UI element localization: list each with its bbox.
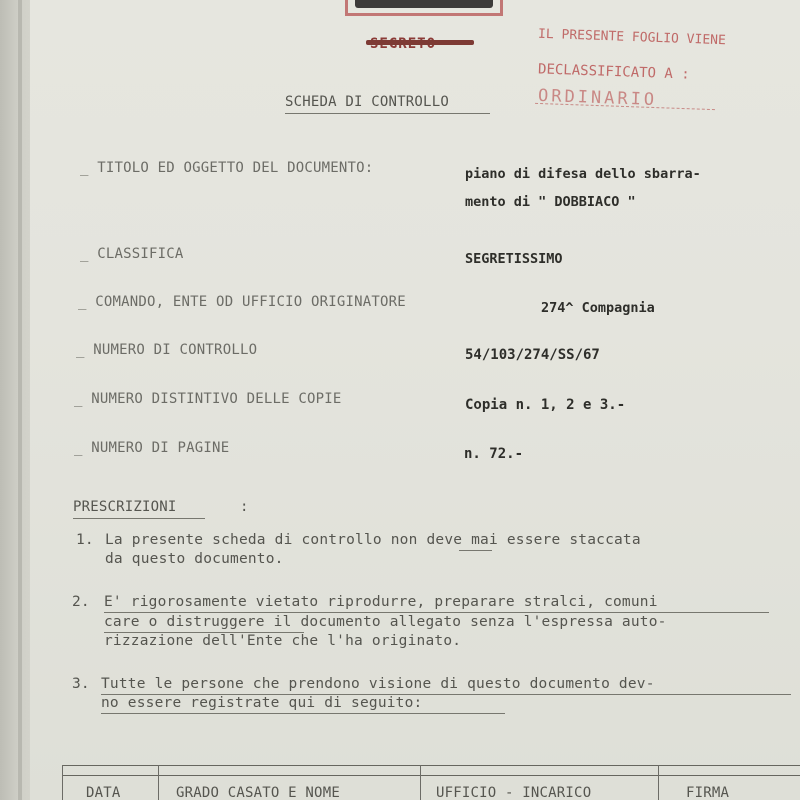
prescription-2-underline1 [104,612,769,613]
field-value-pages: n. 72.- [464,446,524,462]
field-value-title-line2: mento di " DOBBIACO " [465,194,636,210]
field-label-originator: _ COMANDO, ENTE OD UFFICIO ORIGINATORE [78,294,406,310]
field-value-control-number: 54/103/274/SS/67 [465,347,600,363]
prescription-3-line2: no essere registrate qui di seguito: [101,695,423,711]
field-label-classification: _ CLASSIFICA [80,246,184,262]
prescription-2-number: 2. [72,594,90,610]
prescriptions-title-underline [73,518,205,519]
strike-through-line [366,40,474,45]
prescription-1-number: 1. [76,532,94,548]
prescription-2-line1: E' rigorosamente vietato riprodurre, preparare stralci, comuni [104,594,658,610]
table-top-rule [62,765,800,766]
table-border-left [62,765,63,800]
prescriptions-title: PRESCRIZIONI [73,499,177,515]
field-label-title: _ TITOLO ED OGGETTO DEL DOCUMENTO: [80,160,374,176]
table-header-date: DATA [86,785,121,800]
prescription-3-number: 3. [72,676,90,692]
declassification-notice-line1: IL PRESENTE FOGLIO VIENE [537,26,727,49]
field-value-title-line1: piano di difesa dello sbarra- [465,166,701,182]
table-header-rule [62,775,800,776]
prescription-2-line2: care o distruggere il documento allegato senza l'espressa auto- [104,614,667,630]
field-value-copies: Copia n. 1, 2 e 3.- [465,397,626,413]
paper-fold-shadow [18,0,22,800]
table-divider-1 [158,765,159,800]
table-header-office: UFFICIO - INCARICO [436,785,592,800]
field-label-copies: _ NUMERO DISTINTIVO DELLE COPIE [74,391,342,407]
declassification-notice-line3: ORDINARIO [537,85,658,111]
field-label-control-number: _ NUMERO DI CONTROLLO [76,342,258,358]
table-divider-3 [658,765,659,800]
table-divider-2 [420,765,421,800]
classification-stamp-mark [355,0,493,8]
field-value-classification: SEGRETISSIMO [465,251,563,267]
prescription-3-underline2 [101,713,505,714]
prescription-3-line1: Tutte le persone che prendono visione di questo documento dev- [101,676,655,692]
prescription-1-line1: La presente scheda di controllo non deve mai essere staccata [105,532,641,548]
table-header-name: GRADO CASATO E NOME [176,785,340,800]
table-header-signature: FIRMA [686,785,730,800]
underline-non [459,550,492,551]
page-title-underline [285,113,490,114]
declassification-notice-line2: DECLASSIFICATO A : [537,61,690,83]
prescriptions-colon: : [240,499,249,515]
page-title: SCHEDA DI CONTROLLO [285,94,449,110]
field-value-originator: 274^ Compagnia [541,300,655,316]
field-label-pages: _ NUMERO DI PAGINE [74,440,230,456]
prescription-1-line2: da questo documento. [105,551,284,567]
prescription-2-line3: rizzazione dell'Ente che l'ha originato. [104,633,462,649]
